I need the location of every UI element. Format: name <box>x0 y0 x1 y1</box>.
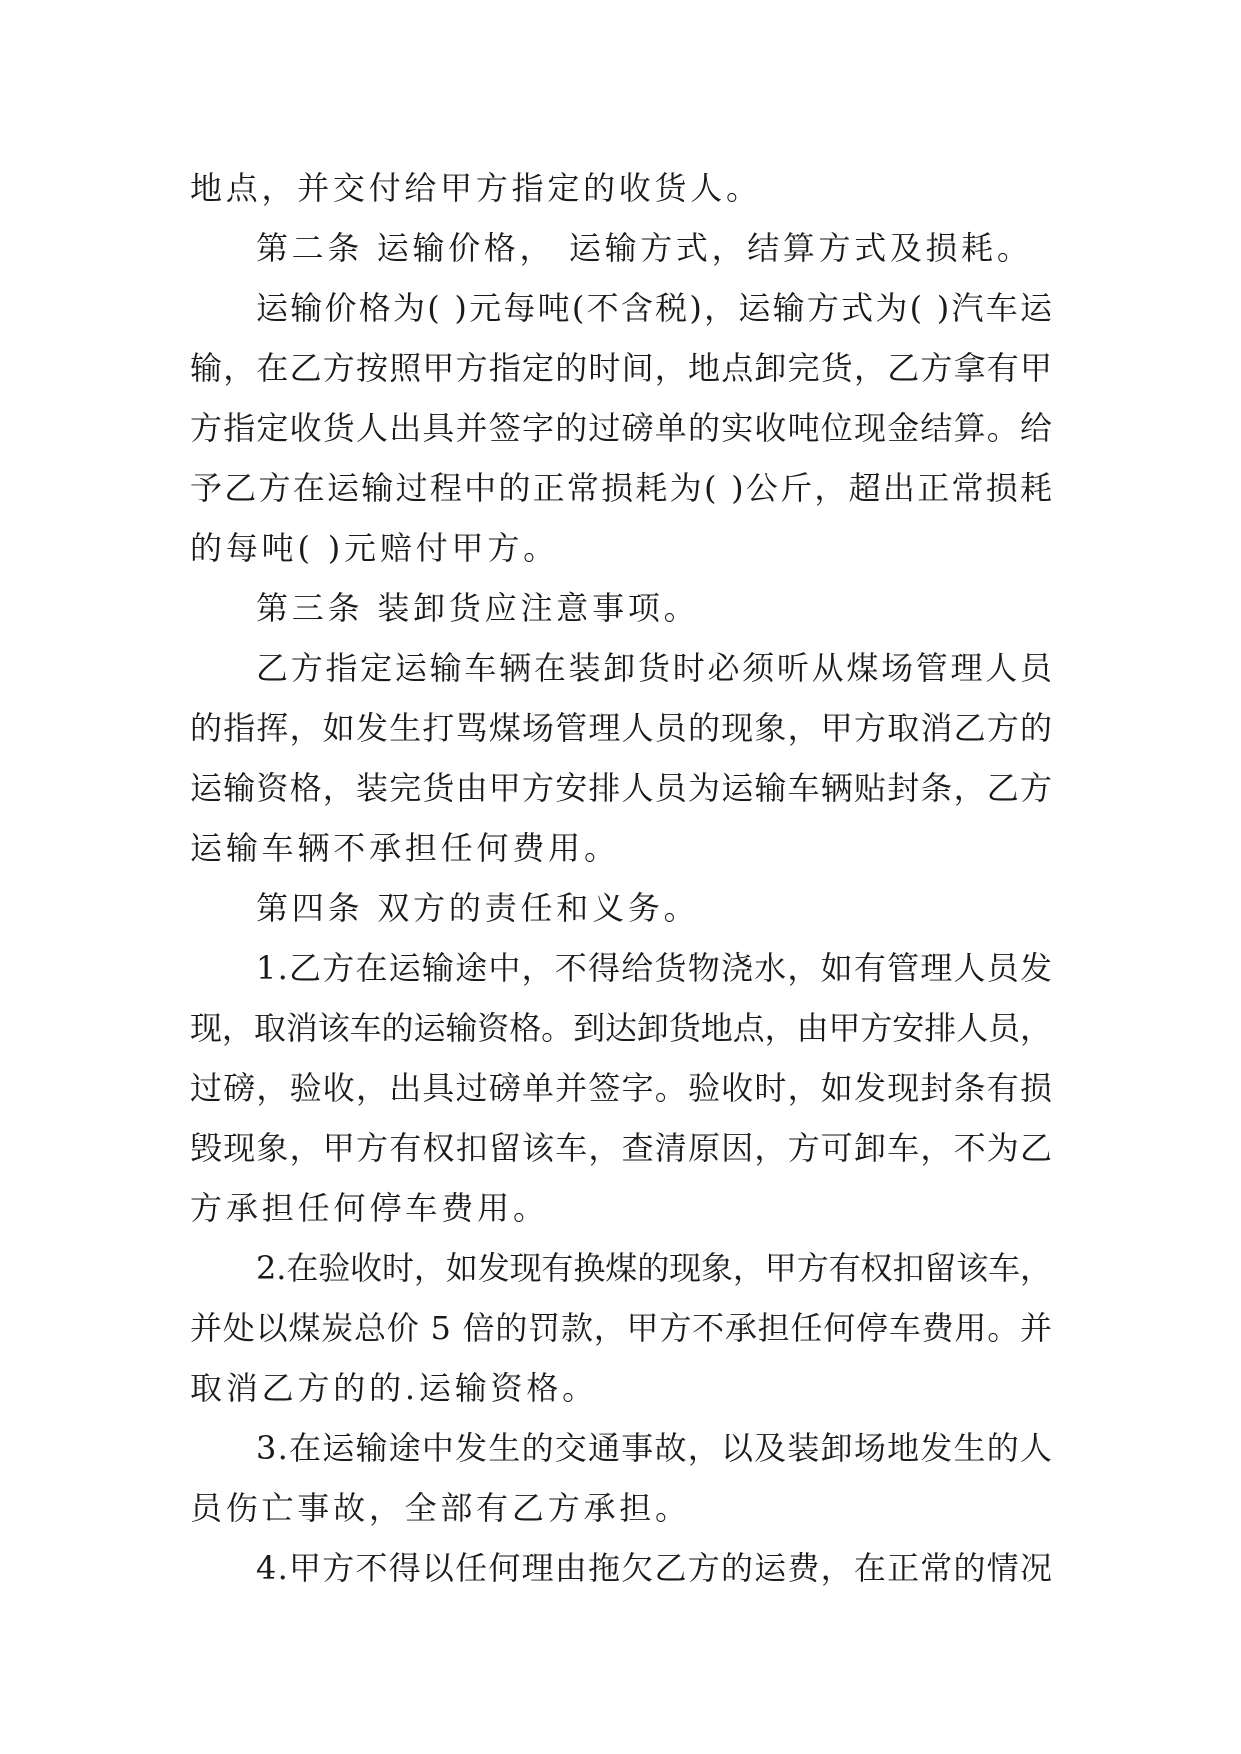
text-line <box>190 638 1055 698</box>
text-line <box>190 458 1055 518</box>
line-text: 并处以煤炭总价 5 倍的罚款，甲方不承担任何停车费用。并 <box>190 1309 1053 1347</box>
line-text: 员伤亡事故，全部有乙方承担。 <box>190 1489 691 1527</box>
article-heading <box>190 878 1052 938</box>
text-line <box>190 1538 1052 1598</box>
text-line <box>190 278 1055 338</box>
text-line <box>190 698 1052 758</box>
text-line <box>190 758 1052 818</box>
article-heading <box>190 218 1052 278</box>
text-line <box>190 998 1052 1058</box>
text-line <box>190 338 1052 398</box>
line-text: 输，在乙方按照甲方指定的时间，地点卸完货，乙方拿有甲 <box>190 349 1054 387</box>
text-line <box>190 1418 1052 1478</box>
line-text: 方指定收货人出具并签字的过磅单的实收吨位现金结算。给 <box>190 409 1054 447</box>
text-line <box>190 1178 1052 1238</box>
line-text: 运输资格，装完货由甲方安排人员为运输车辆贴封条，乙方 <box>190 769 1054 807</box>
line-text: 的每吨( )元赔付甲方。 <box>190 529 559 567</box>
text-line <box>190 1118 1052 1178</box>
text-line <box>190 1298 1052 1358</box>
line-text: 第三条 装卸货应注意事项。 <box>256 589 700 627</box>
text-line <box>190 1058 1052 1118</box>
text-line <box>190 1358 1052 1418</box>
text-line <box>190 518 1052 578</box>
text-line <box>190 938 1052 998</box>
line-text: 第二条 运输价格， 运输方式，结算方式及损耗。 <box>256 229 1033 267</box>
line-text: 的指挥，如发生打骂煤场管理人员的现象，甲方取消乙方的 <box>190 709 1054 747</box>
line-text: 方承担任何停车费用。 <box>190 1189 549 1227</box>
contract-body <box>190 158 1055 1598</box>
line-text: 予乙方在运输过程中的正常损耗为( )公斤，超出正常损耗 <box>190 469 1055 507</box>
line-text: 乙方指定运输车辆在装卸货时必须听从煤场管理人员 <box>256 649 1055 687</box>
text-line <box>190 398 1052 458</box>
line-text: 4.甲方不得以任何理由拖欠乙方的运费，在正常的情况 <box>256 1549 1054 1587</box>
text-line <box>190 158 1052 218</box>
line-text: 2.在验收时，如发现有换煤的现象，甲方有权扣留该车， <box>256 1249 1052 1287</box>
article-heading <box>190 578 1052 638</box>
line-text: 毁现象，甲方有权扣留该车，查清原因，方可卸车，不为乙 <box>190 1129 1054 1167</box>
line-text: 运输车辆不承担任何费用。 <box>190 829 620 867</box>
line-text: 运输价格为( )元每吨(不含税)，运输方式为( )汽车运 <box>256 289 1055 327</box>
line-text: 现，取消该车的运输资格。到达卸货地点，由甲方安排人员， <box>190 1009 1052 1047</box>
line-text: 过磅，验收，出具过磅单并签字。验收时，如发现封条有损 <box>190 1069 1054 1107</box>
line-text: 地点，并交付给甲方指定的收货人。 <box>190 169 762 207</box>
text-line <box>190 818 1052 878</box>
text-line <box>190 1238 1052 1298</box>
line-text: 取消乙方的的.运输资格。 <box>190 1369 598 1407</box>
line-text: 1.乙方在运输途中，不得给货物浇水，如有管理人员发 <box>256 949 1054 987</box>
line-text: 3.在运输途中发生的交通事故，以及装卸场地发生的人 <box>256 1429 1054 1467</box>
text-line <box>190 1478 1052 1538</box>
line-text: 第四条 双方的责任和义务。 <box>256 889 700 927</box>
